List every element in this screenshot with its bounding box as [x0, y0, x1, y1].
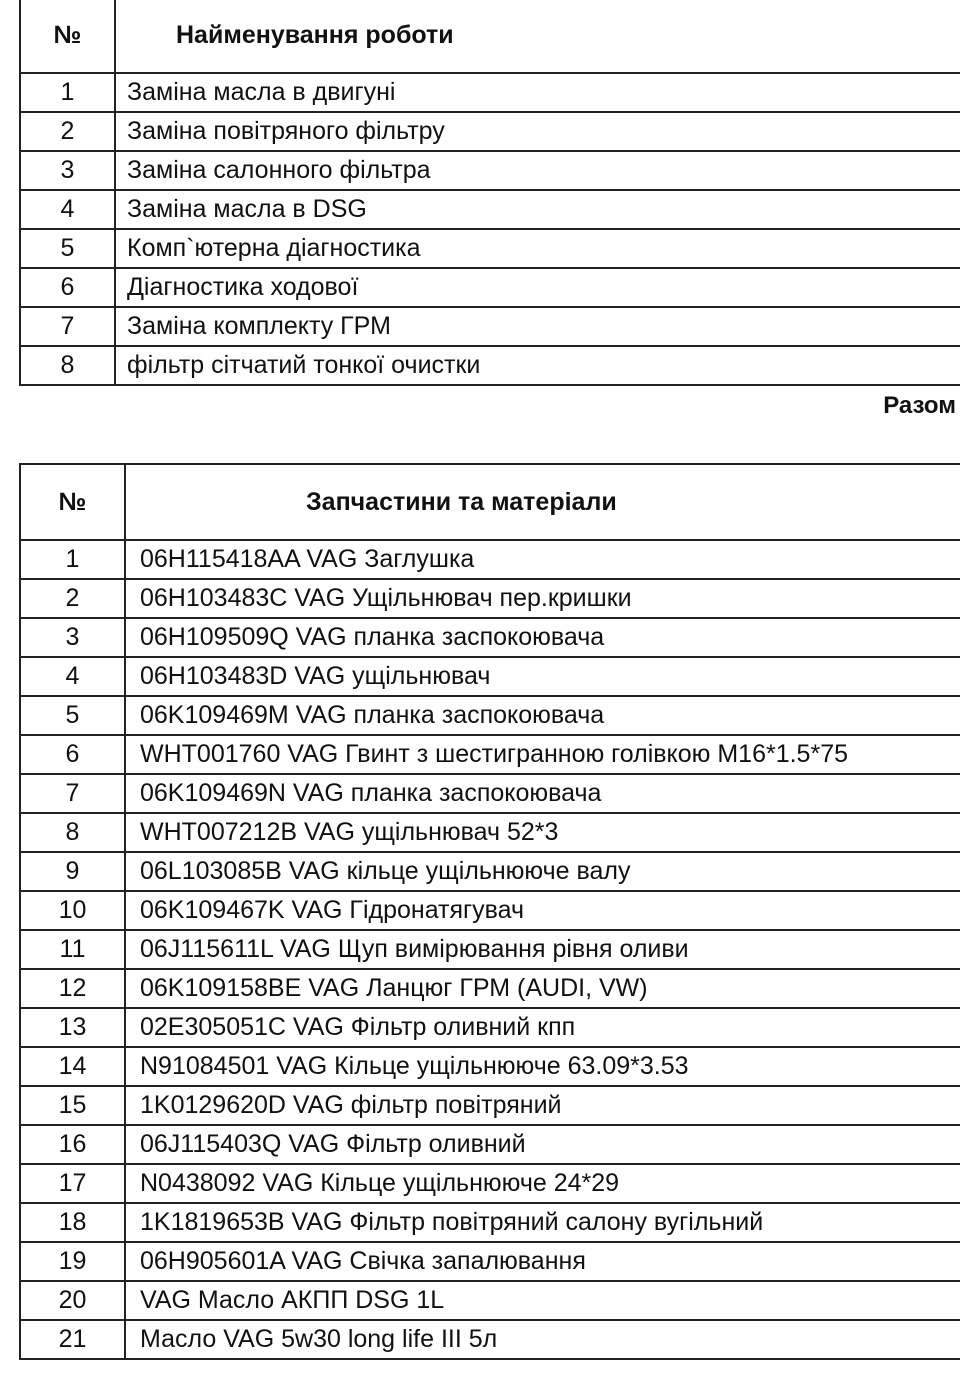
parts-row-number: 15	[20, 1086, 125, 1125]
parts-row-number: 3	[20, 618, 125, 657]
parts-row-name: 1K1819653B VAG Фільтр повітряний салону вугільний	[125, 1203, 960, 1242]
parts-row	[20, 1281, 960, 1320]
parts-row-number: 1	[20, 540, 125, 579]
parts-row-name: Масло VAG 5w30 long life III 5л	[125, 1320, 960, 1359]
total-label: Разом	[883, 392, 956, 419]
works-row-number: 6	[20, 268, 115, 307]
parts-row-name: VAG Масло АКПП DSG 1L	[125, 1281, 960, 1320]
works-name-header: Найменування роботи	[115, 0, 960, 73]
parts-number-header: №	[20, 464, 125, 540]
works-row-name: Заміна повітряного фільтру	[115, 112, 960, 151]
works-row	[20, 73, 960, 112]
parts-row-name: 06L103085B VAG кільце ущільнююче валу	[125, 852, 960, 891]
parts-row-number: 11	[20, 930, 125, 969]
works-row-name: Заміна масла в двигуні	[115, 73, 960, 112]
works-header-row	[20, 0, 960, 73]
parts-row-name: 1K0129620D VAG фільтр повітряний	[125, 1086, 960, 1125]
parts-row-number: 6	[20, 735, 125, 774]
parts-name-header: Запчастини та матеріали	[125, 464, 960, 540]
parts-row	[20, 1008, 960, 1047]
works-row	[20, 151, 960, 190]
parts-row	[20, 1164, 960, 1203]
parts-row	[20, 813, 960, 852]
works-number-header: №	[20, 0, 115, 73]
parts-row	[20, 774, 960, 813]
parts-row	[20, 579, 960, 618]
parts-row-name: 06K109469N VAG планка заспокоювача	[125, 774, 960, 813]
parts-row	[20, 696, 960, 735]
parts-row-number: 12	[20, 969, 125, 1008]
works-row	[20, 190, 960, 229]
parts-row-number: 4	[20, 657, 125, 696]
works-row-number: 2	[20, 112, 115, 151]
parts-row-name: 06K109467K VAG Гідронатягувач	[125, 891, 960, 930]
parts-row	[20, 969, 960, 1008]
parts-row-number: 17	[20, 1164, 125, 1203]
works-row-number: 5	[20, 229, 115, 268]
works-row	[20, 229, 960, 268]
parts-row-name: N91084501 VAG Кільце ущільнююче 63.09*3.53	[125, 1047, 960, 1086]
parts-row-number: 21	[20, 1320, 125, 1359]
works-row-number: 4	[20, 190, 115, 229]
works-row-name: Діагностика ходової	[115, 268, 960, 307]
works-row-name: Заміна масла в DSG	[115, 190, 960, 229]
parts-row	[20, 1125, 960, 1164]
parts-row-name: WHT001760 VAG Гвинт з шестигранною голівкою M16*1.5*75	[125, 735, 960, 774]
parts-row-number: 10	[20, 891, 125, 930]
parts-row-number: 20	[20, 1281, 125, 1320]
parts-row-number: 2	[20, 579, 125, 618]
parts-row-number: 7	[20, 774, 125, 813]
works-row-number: 3	[20, 151, 115, 190]
parts-row-name: 06K109158BE VAG Ланцюг ГРМ (AUDI, VW)	[125, 969, 960, 1008]
parts-body	[20, 540, 960, 1359]
works-row	[20, 112, 960, 151]
parts-row-number: 19	[20, 1242, 125, 1281]
parts-row-name: WHT007212B VAG ущільнювач 52*3	[125, 813, 960, 852]
parts-row-number: 8	[20, 813, 125, 852]
parts-table	[19, 463, 960, 1360]
parts-row	[20, 1242, 960, 1281]
parts-row-name: 06J115403Q VAG Фільтр оливний	[125, 1125, 960, 1164]
parts-row-name: 02E305051C VAG Фільтр оливний кпп	[125, 1008, 960, 1047]
parts-row-number: 13	[20, 1008, 125, 1047]
works-row-name: фільтр сітчатий тонкої очистки	[115, 346, 960, 385]
works-row-name: Заміна салонного фільтра	[115, 151, 960, 190]
parts-row	[20, 540, 960, 579]
parts-row	[20, 930, 960, 969]
parts-row-number: 16	[20, 1125, 125, 1164]
works-row	[20, 346, 960, 385]
parts-row	[20, 1203, 960, 1242]
works-table	[19, 0, 960, 386]
works-row-number: 1	[20, 73, 115, 112]
works-row-name: Заміна комплекту ГРМ	[115, 307, 960, 346]
parts-row-number: 9	[20, 852, 125, 891]
parts-row-name: 06H109509Q VAG планка заспокоювача	[125, 618, 960, 657]
parts-row-name: 06H103483C VAG Ущільнювач пер.кришки	[125, 579, 960, 618]
parts-row	[20, 1086, 960, 1125]
works-row	[20, 268, 960, 307]
parts-row-number: 18	[20, 1203, 125, 1242]
parts-row	[20, 1320, 960, 1359]
parts-row	[20, 657, 960, 696]
parts-row	[20, 852, 960, 891]
parts-row-number: 5	[20, 696, 125, 735]
parts-row-name: 06H905601A VAG Свічка запалювання	[125, 1242, 960, 1281]
parts-row-name: N0438092 VAG Кільце ущільнююче 24*29	[125, 1164, 960, 1203]
parts-row	[20, 891, 960, 930]
works-row-number: 7	[20, 307, 115, 346]
parts-row-name: 06H115418AA VAG Заглушка	[125, 540, 960, 579]
parts-row-number: 14	[20, 1047, 125, 1086]
works-row-name: Комп`ютерна діагностика	[115, 229, 960, 268]
parts-row-name: 06J115611L VAG Щуп вимірювання рівня оливи	[125, 930, 960, 969]
parts-row	[20, 618, 960, 657]
parts-row-name: 06K109469M VAG планка заспокоювача	[125, 696, 960, 735]
works-body	[20, 73, 960, 385]
works-row	[20, 307, 960, 346]
parts-row-name: 06H103483D VAG ущільнювач	[125, 657, 960, 696]
parts-header-row	[20, 464, 960, 540]
parts-row	[20, 1047, 960, 1086]
works-row-number: 8	[20, 346, 115, 385]
parts-row	[20, 735, 960, 774]
